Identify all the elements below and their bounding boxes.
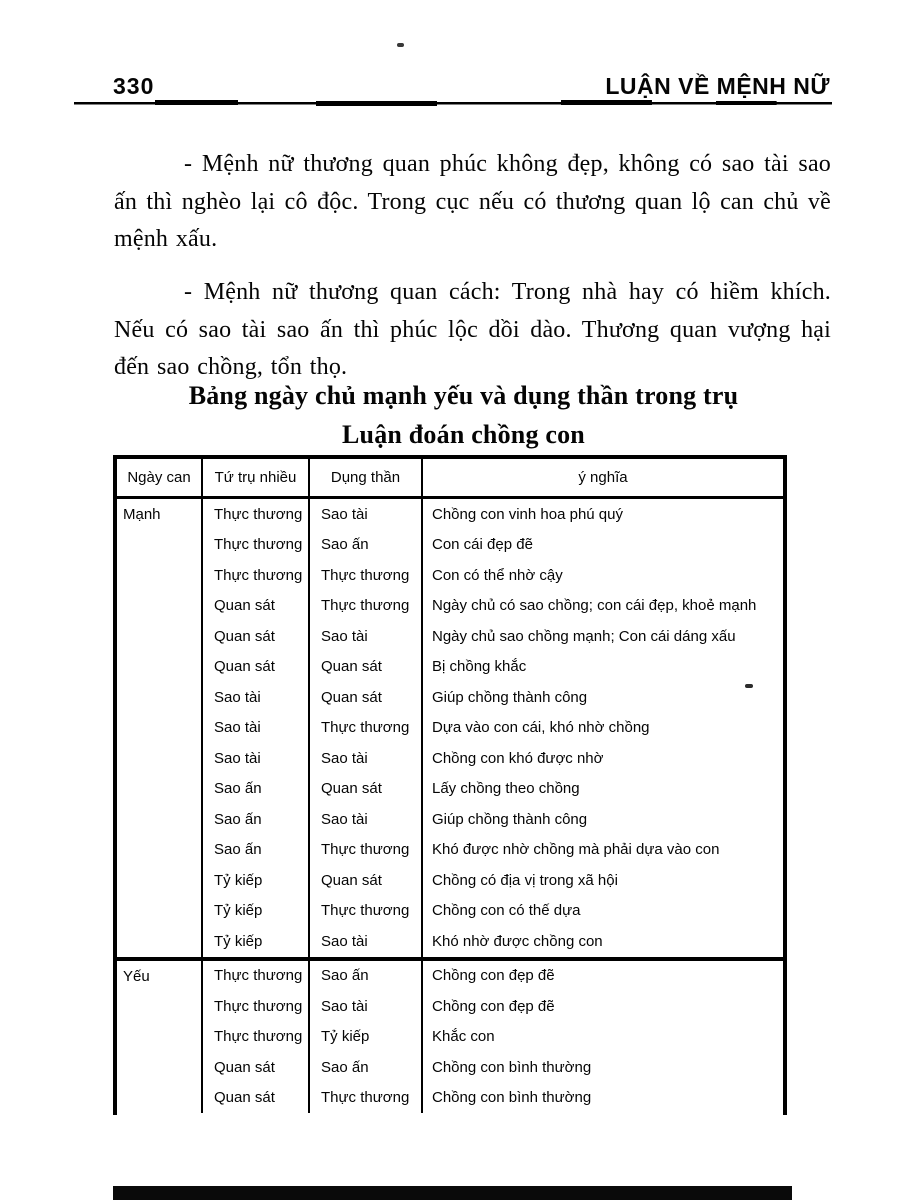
table-row: Tỷ kiếp Thực thương Chồng con có thế dựa (203, 896, 783, 927)
table-row: Tỷ kiếp Sao tài Khó nhờ được chồng con (203, 926, 783, 957)
table-row: Quan sát Sao tài Ngày chủ sao chồng mạnh; Con cái dáng xấu (203, 621, 783, 652)
table-row: Sao tài Quan sát Giúp chồng thành công (203, 682, 783, 713)
running-header (113, 72, 830, 100)
paragraph-thuong-quan-cach: - Mệnh nữ thương quan cách: Trong nhà hay có hiềm khích. Nếu có sao tài sao ấn thì phúc lộc dồi dào. Thương quan vượng hại đến sao chồng, tổn thọ. (114, 279, 831, 380)
table-title-line2: Luận đoán chồng con (342, 420, 585, 449)
table-row: Thực thương Thực thương Con có thể nhờ cậy (203, 560, 783, 591)
table-row: Quan sát Quan sát Bị chồng khắc (203, 652, 783, 683)
page-number: 330 (113, 73, 155, 99)
section-rows-yeu (203, 961, 783, 1114)
column-header-tu-tru-nhieu: Tứ trụ nhiều (203, 459, 310, 496)
table-row: Tỷ kiếp Quan sát Chồng có địa vị trong xã hội (203, 865, 783, 896)
section-manh (117, 499, 783, 957)
column-header-y-nghia: ý nghĩa (578, 469, 628, 486)
scan-speck (397, 43, 404, 47)
column-header-dung-than: Dụng thần (310, 459, 423, 496)
running-title: LUẬN VỀ MỆNH NỮ (605, 73, 830, 99)
section-label-yeu: Yếu (117, 961, 203, 1114)
table-row: Sao ấn Sao tài Giúp chồng thành công (203, 804, 783, 835)
table-row: Thực thương Sao ấn Chồng con đẹp đẽ (203, 961, 783, 992)
paragraph-thuong-quan-phuc: - Mệnh nữ thương quan phúc không đẹp, không có sao tài sao ấn thì nghèo lại cô độc. Trong cục nếu có thương quan lộ can chủ về mệnh xấu. (114, 151, 831, 252)
table-title-line1: Bảng ngày chủ mạnh yếu và dụng thần trong trụ (188, 381, 739, 410)
section-rows-manh (203, 499, 783, 957)
scan-edge-bar (113, 1186, 792, 1200)
column-header-ngay-can: Ngày can (117, 459, 203, 496)
section-label-manh: Mạnh (117, 499, 203, 957)
section-yeu (117, 957, 783, 1114)
header-rule (74, 100, 832, 107)
table-row: Thực thương Sao ấn Con cái đẹp đẽ (203, 530, 783, 561)
table-row: Sao ấn Quan sát Lấy chồng theo chồng (203, 774, 783, 805)
table-title (85, 376, 842, 454)
table-header-row (117, 459, 783, 499)
scan-speck (745, 684, 753, 688)
table-row: Quan sát Thực thương Ngày chủ có sao chồng; con cái đẹp, khoẻ mạnh (203, 591, 783, 622)
table-row: Quan sát Sao ấn Chồng con bình thường (203, 1052, 783, 1083)
table-row: Sao ấn Thực thương Khó được nhờ chồng mà phải dựa vào con (203, 835, 783, 866)
table-row: Sao tài Thực thương Dựa vào con cái, khó nhờ chồng (203, 713, 783, 744)
destiny-table (113, 455, 787, 1115)
table-row: Sao tài Sao tài Chồng con khó được nhờ (203, 743, 783, 774)
table-row: Thực thương Sao tài Chồng con đẹp đẽ (203, 991, 783, 1022)
table-row: Thực thương Tỷ kiếp Khắc con (203, 1022, 783, 1053)
table-row: Thực thương Sao tài Chồng con vinh hoa phú quý (203, 499, 783, 530)
table-row: Quan sát Thực thương Chồng con bình thường (203, 1083, 783, 1114)
